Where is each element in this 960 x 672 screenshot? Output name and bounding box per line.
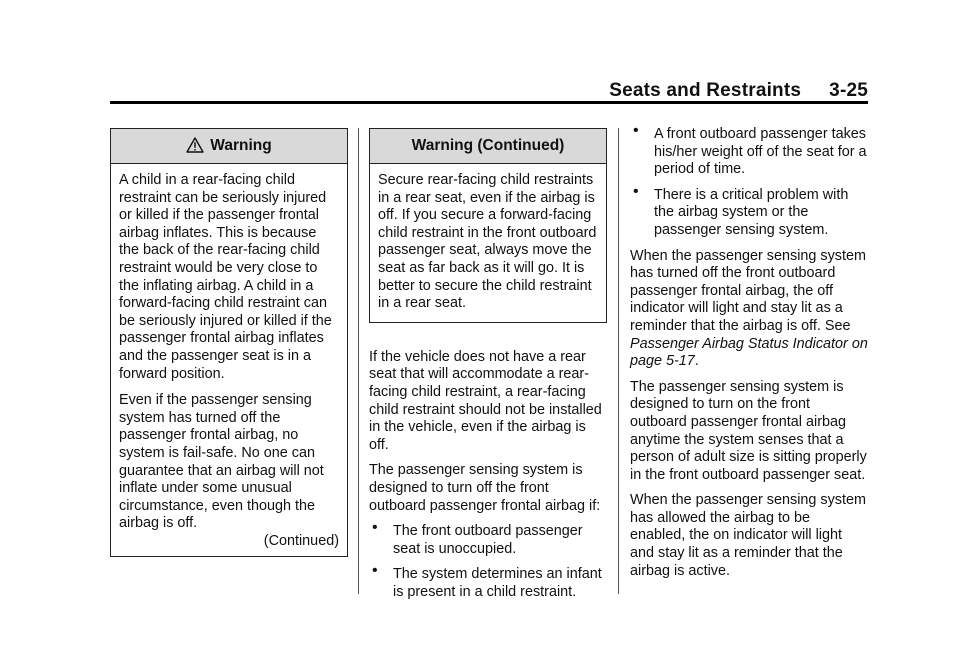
warning-paragraph: A child in a rear-facing child restraint can be seriously injured or killed if the passenger frontal airbag inflates. This is because the back of the rear-facing child restraint would be very close to the inflating airbag. A child in a forward-facing child restraint can be seriously injured or killed if the passenger frontal airbag inflates and the passenger seat is in a forward position. <box>119 172 332 382</box>
warning-box <box>110 128 348 557</box>
warning-box-continued <box>369 128 607 323</box>
warning-header <box>111 129 347 164</box>
paragraph-text: When the passenger sensing system has turned off the front outboard passenger frontal airbag, the off indicator will light and stay lit as a reminder that the airbag is off. See <box>630 247 866 334</box>
body-paragraph: If the vehicle does not have a rear seat that will accommodate a rear-facing child restraint, a rear-facing child restraint should not be installed in the vehicle, even if the airbag is off. <box>369 348 602 453</box>
bullet-list <box>630 126 868 240</box>
bullet-item: • There is a critical problem with the airbag system or the passenger sensing system. <box>630 187 868 240</box>
warning-triangle-icon <box>186 137 204 153</box>
body-paragraph: When the passenger sensing system has allowed the airbag to be enabled, the on indicator will light and stay lit as a reminder that the airbag is active. <box>630 492 866 579</box>
paragraph-end: . <box>694 353 699 370</box>
body-paragraph: The passenger sensing system is designed to turn on the front outboard passenger frontal airbag anytime the system senses that a person of adult size is sitting properly in the front outboard passenger seat. <box>630 378 867 483</box>
column-3 <box>630 126 868 588</box>
cross-reference-link[interactable]: Passenger Airbag Status Indicator on page 5-17 <box>630 335 868 370</box>
page-number: 3-25 <box>829 80 868 101</box>
warning-header <box>370 129 606 164</box>
warning-paragraph: Even if the passenger sensing system has turned off the passenger frontal airbag, no system is fail-safe. No one can guarantee that an airbag will not inflate under some unusual circumstance, even though the airbag is off. <box>119 392 324 532</box>
warning-body <box>111 164 347 556</box>
column-1 <box>110 128 348 557</box>
section-title: Seats and Restraints <box>609 80 802 101</box>
warning-title: Warning (Continued) <box>411 137 565 155</box>
warning-body <box>370 164 606 322</box>
bullet-item: • The front outboard passenger seat is unoccupied. <box>369 523 607 558</box>
column-divider <box>618 128 619 594</box>
continued-label: (Continued) <box>263 532 339 549</box>
warning-paragraph: Secure rear-facing child restraints in a rear seat, even if the airbag is off. If you secure a forward-facing child restraint in the front outboard passenger seat, always move the seat as far back as it will go. It is better to secure the child restraint in a rear seat. <box>378 172 597 312</box>
header-rule <box>110 101 868 104</box>
bullet-list <box>369 523 607 601</box>
body-paragraph-with-reference <box>630 248 868 371</box>
column-2 <box>369 128 607 609</box>
column-divider <box>358 128 359 594</box>
bullet-item: • The system determines an infant is present in a child restraint. <box>369 566 607 601</box>
page-header <box>110 80 868 102</box>
bullet-item: • A front outboard passenger takes his/her weight off of the seat for a period of time. <box>630 126 868 179</box>
body-paragraph: The passenger sensing system is designed to turn off the front outboard passenger frontal airbag if: <box>369 462 601 514</box>
warning-title: Warning <box>210 137 272 155</box>
